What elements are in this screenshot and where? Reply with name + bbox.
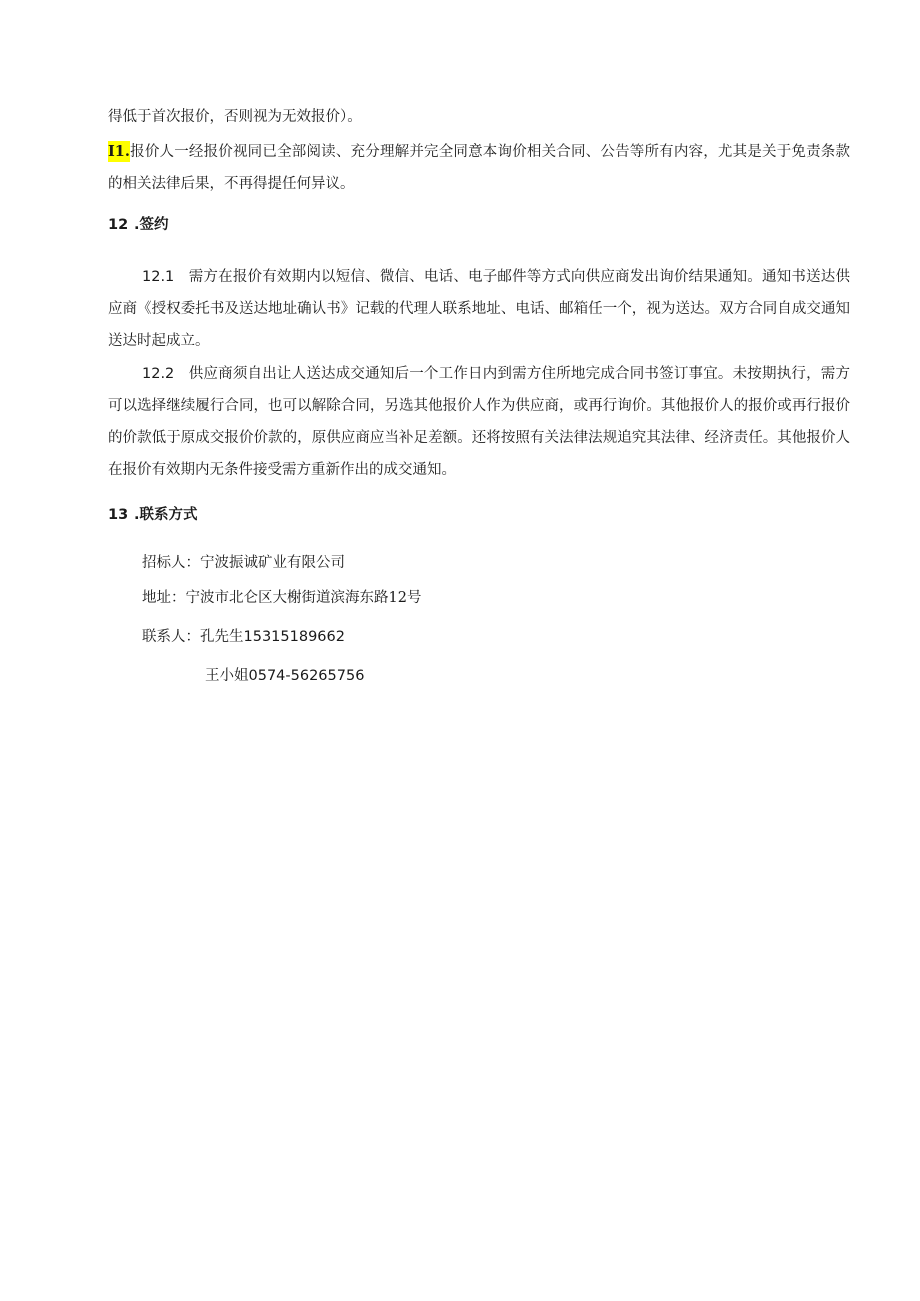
section-13-title: .联系方式: [134, 507, 198, 523]
address-value: 宁波市北仑区大榭街道滨海东路12号: [185, 590, 422, 606]
continued-paragraph: [108, 101, 850, 133]
tenderer-label: 招标人：: [142, 555, 200, 571]
item-11-text: 报价人一经报价视同已全部阅读、充分理解并完全同意本询价相关合同、公告等所有内容，尤其是关于免责条款的相关法律后果，不再得提任何异议。: [108, 144, 850, 192]
section-13-number: 13: [108, 507, 129, 523]
contact-person-2: 王小姐0574-56265756: [205, 668, 365, 684]
contact-person-1: 孔先生15315189662: [200, 629, 345, 645]
contact-label: 联系人：: [142, 629, 200, 645]
section-13-heading: [108, 503, 198, 527]
item-11-number: I1.: [108, 143, 130, 160]
address-label: 地址：: [142, 590, 186, 606]
clause-12-1-number: 12.1: [142, 269, 175, 285]
clause-12-1-text: 需方在报价有效期内以短信、微信、电话、电子邮件等方式向供应商发出询价结果通知。通知书送达供应商《授权委托书及送达地址确认书》记载的代理人联系地址、电话、邮箱任一个，视为送达。双方合同自成交通知送达时起成立。: [108, 269, 851, 349]
section-12-title: .签约: [134, 217, 169, 233]
contact-line-2: [205, 664, 364, 688]
section-12-number: 12: [108, 217, 129, 233]
tenderer-value: 宁波振诚矿业有限公司: [200, 555, 345, 571]
clause-12-1: [108, 261, 850, 357]
tenderer-line: [142, 551, 345, 575]
contact-line-1: [142, 625, 345, 649]
address-line: [142, 586, 421, 610]
clause-12-2-number: 12.2: [142, 366, 175, 382]
item-11-paragraph: [108, 136, 850, 200]
clause-12-2: [108, 358, 850, 486]
section-12-heading: [108, 213, 169, 237]
continued-text: 得低于首次报价，否则视为无效报价）。: [108, 109, 362, 125]
clause-12-2-text: 供应商须自出让人送达成交通知后一个工作日内到需方住所地完成合同书签订事宜。未按期执行，需方可以选择继续履行合同，也可以解除合同，另选其他报价人作为供应商，或再行询价。其他报价人的报价或再行报价的价款低于原成交报价价款的，原供应商应当补足差额。还将按照有关法律法规追究其法律、经济责任。其他报价人在报价有效期内无条件接受需方重新作出的成交通知。: [108, 366, 851, 478]
